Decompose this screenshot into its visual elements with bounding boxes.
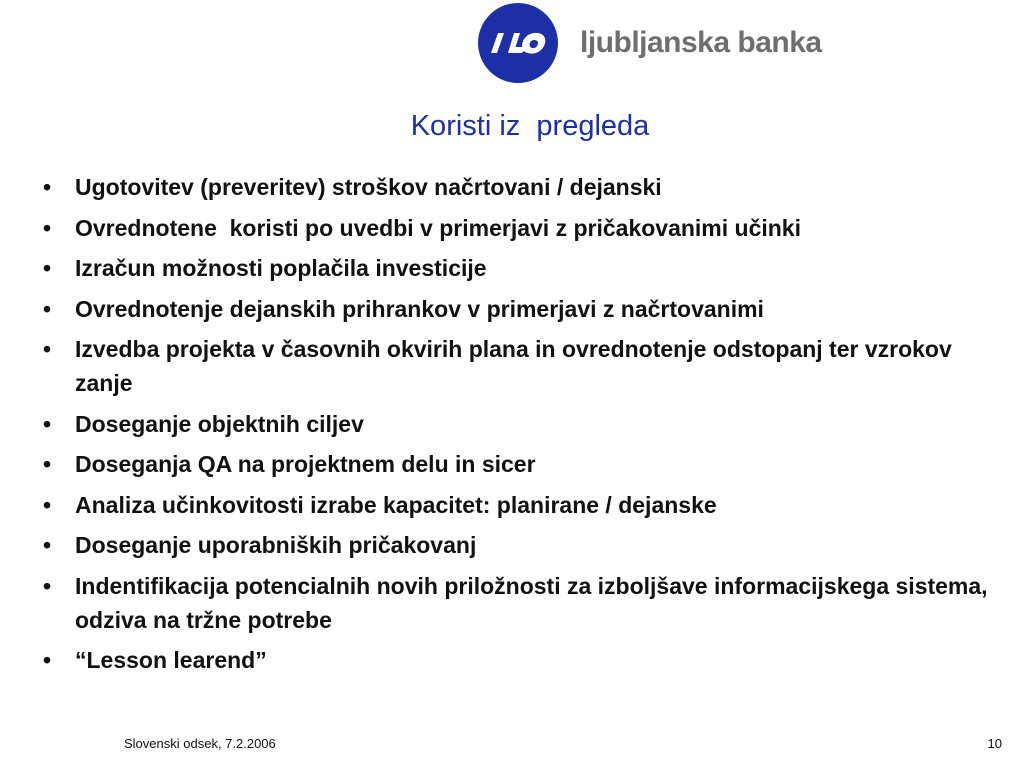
bullet-item (40, 447, 1010, 481)
bullet-dot-icon: • (43, 572, 52, 599)
bullet-item (40, 211, 1010, 245)
bullet-text: Izračun možnosti poplačila investicije (75, 255, 487, 281)
bullet-item (40, 332, 1010, 400)
bullet-text: Doseganje objektnih ciljev (75, 410, 364, 437)
bullet-dot-icon: • (43, 336, 52, 362)
bullet-text: Ovrednotene koristi po uvedbi v primerjavi z pričakovanimi učinki (75, 214, 801, 241)
bullet-dot-icon: • (43, 532, 52, 558)
bullet-dot-icon: • (43, 451, 52, 477)
slide-title: Koristi iz pregleda (410, 110, 650, 142)
bullet-text: Indentifikacija potencialnih novih priložnosti za izboljšave informacijskega sistema, odziva na tržne potrebe (75, 572, 994, 633)
bullet-text: Doseganje uporabniških pričakovanj (75, 532, 477, 558)
footer-text: Slovenski odsek, 7.2.2006 (124, 736, 276, 751)
bullet-item (40, 251, 1010, 285)
bullet-text: Doseganja QA na projektnem delu in sicer (75, 451, 536, 477)
bank-logo-mark-icon (478, 3, 558, 83)
bullet-text: Izvedba projekta v časovnih okvirih plana in ovrednotenje odstopanj ter vzrokov zanje (75, 336, 959, 396)
bullet-item (40, 643, 1010, 677)
bullet-dot-icon: • (43, 255, 52, 281)
bank-logo (478, 3, 822, 83)
bullet-text: Ovrednotenje dejanskih prihrankov v primerjavi z načrtovanimi (75, 295, 764, 322)
page-number: 10 (987, 736, 1002, 751)
bullet-item (40, 170, 1010, 204)
bullet-text: Ugotovitev (preveritev) stroškov načrtovani / dejanski (75, 174, 662, 200)
bullet-dot-icon: • (43, 295, 52, 322)
bullet-text: Analiza učinkovitosti izrabe kapacitet: planirane / dejanske (75, 491, 717, 518)
bullet-dot-icon: • (43, 174, 52, 200)
bullet-item (40, 488, 1010, 522)
bullet-item (40, 292, 1010, 326)
bullet-dot-icon: • (43, 410, 52, 437)
bullet-dot-icon: • (43, 214, 52, 241)
bullet-list (40, 170, 1010, 684)
bullet-item (40, 407, 1010, 441)
bullet-dot-icon: • (43, 647, 52, 673)
bullet-item (40, 569, 1010, 637)
bullet-item (40, 528, 1010, 562)
bank-logo-text: ljubljanska banka (580, 26, 822, 59)
bullet-text: “Lesson learend” (75, 647, 267, 673)
bullet-dot-icon: • (43, 491, 52, 518)
